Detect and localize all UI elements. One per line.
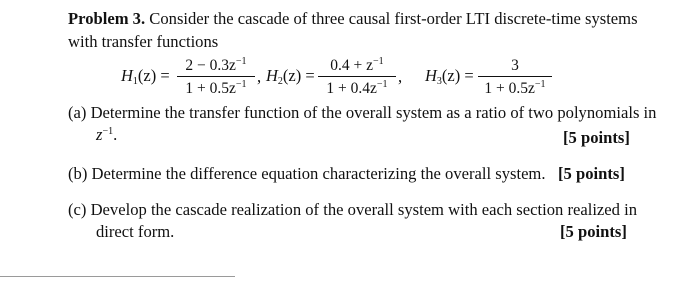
- part-b-label: (b): [68, 164, 88, 183]
- part-a-label: (a): [68, 103, 87, 122]
- problem-intro-text: Consider the cascade of three causal first-order LTI discrete-time systems: [149, 9, 638, 28]
- h3-numerator: 3: [511, 57, 519, 74]
- h3-fraction: [478, 57, 552, 97]
- part-b-points: [5 points]: [558, 164, 625, 183]
- part-c: [68, 200, 637, 220]
- h3-fraction-bar: [478, 76, 552, 77]
- h2-denominator: $1 + 0.4z^{-1}$: [326, 79, 388, 98]
- h2-separator: ,: [398, 67, 403, 86]
- part-b-text: Determine the difference equation characterizing the overall system.: [91, 164, 546, 183]
- problem-label: Problem 3.: [68, 9, 146, 28]
- part-c-text-line2: direct form.: [96, 222, 175, 241]
- h1-fraction-bar: [177, 76, 255, 77]
- part-c-label: (c): [68, 200, 87, 219]
- h1-denominator: $1 + 0.5z^{-1}$: [185, 79, 247, 98]
- h2-lhs: $H_2(z)$ =: [266, 66, 315, 87]
- part-a-continuation: $z^{-1}$.: [96, 125, 118, 144]
- h2-numerator: $0.4 + z^{-1}$: [330, 56, 384, 74]
- bottom-divider: [0, 276, 235, 277]
- h3-lhs: $H_3(z)$ =: [425, 66, 474, 87]
- h1-lhs: $H_1(z)$ =: [121, 66, 170, 87]
- h3-denominator: $1 + 0.5z^{-1}$: [484, 79, 546, 98]
- problem-intro-line2: with transfer functions: [68, 32, 219, 51]
- part-c-points: [5 points]: [560, 222, 627, 241]
- part-b: [68, 164, 546, 184]
- part-c-text: Develop the cascade realization of the overall system with each section realized in: [90, 200, 638, 219]
- part-a-points: [5 points]: [563, 128, 630, 147]
- h1-separator: ,: [257, 67, 262, 86]
- h2-fraction-bar: [318, 76, 396, 77]
- h1-fraction: [177, 57, 255, 97]
- h1-numerator: $2 - 0.3z^{-1}$: [185, 56, 247, 74]
- part-a: [68, 103, 656, 123]
- part-a-text: Determine the transfer function of the overall system as a ratio of two polynomials in: [90, 103, 657, 122]
- h2-fraction: [318, 57, 396, 97]
- problem-intro-line1: [68, 9, 638, 29]
